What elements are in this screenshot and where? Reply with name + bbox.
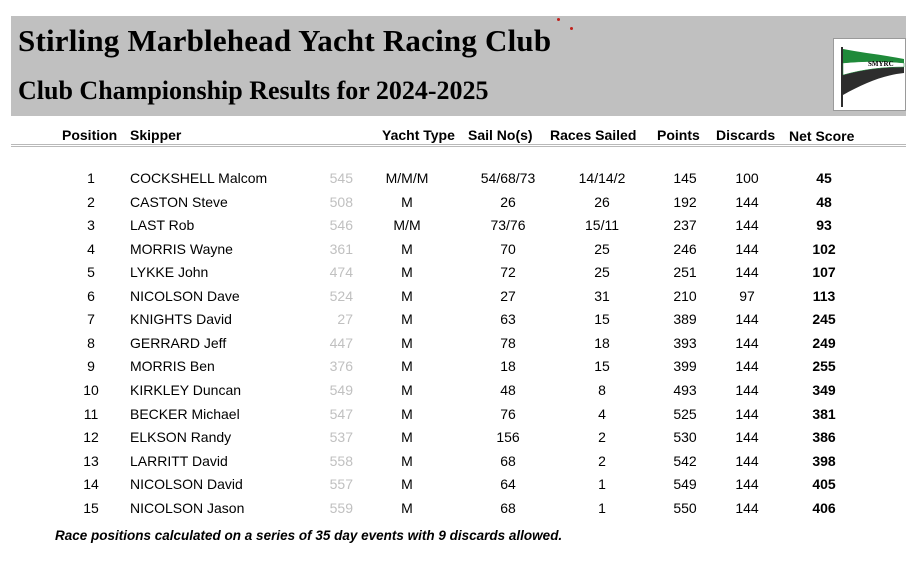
points-cell: 389 [673,311,697,328]
column-header-points: Points [657,127,700,143]
position-cell: 10 [83,381,99,398]
sail-nos-cell: 54/68/73 [480,170,536,186]
points-cell: 525 [673,405,697,422]
points-cell: 393 [673,334,697,351]
column-header-discards: Discards [716,127,776,143]
races-sailed-cell: 25 [594,240,610,257]
discards-cell: 144 [735,429,759,446]
table-row [0,170,912,192]
sail-nos-cell: 68 [500,499,516,516]
net-score-cell: 48 [816,193,832,210]
discards-cell: 144 [735,358,759,375]
sail-number-cell: 558 [329,452,353,469]
discards-cell: 144 [735,381,759,398]
position-cell: 15 [83,499,99,516]
net-score-cell: 245 [812,311,836,328]
net-score-cell: 107 [812,264,836,281]
sail-number-cell: 27 [337,311,353,328]
discards-cell: 144 [735,452,759,469]
skipper-cell: KIRKLEY Duncan [130,381,242,398]
races-sailed-cell: 2 [598,429,606,446]
position-cell: 11 [83,405,99,422]
table-row [0,241,912,263]
skipper-cell: NICOLSON Jason [130,499,245,516]
discards-cell: 144 [735,499,759,516]
position-cell: 9 [87,358,95,375]
position-cell: 7 [87,311,95,328]
skipper-cell: LAST Rob [130,217,195,234]
yacht-type-cell: M [401,476,413,493]
sail-nos-cell: 78 [500,334,516,351]
net-score-cell: 93 [816,217,832,234]
title-banner [11,16,906,116]
yacht-type-cell: M [401,334,413,351]
points-cell: 493 [673,381,697,398]
net-score-cell: 381 [812,405,836,422]
table-row [0,406,912,428]
net-score-cell: 45 [816,170,832,186]
skipper-cell: MORRIS Wayne [130,240,233,257]
net-score-cell: 405 [812,476,836,493]
sail-number-cell: 361 [329,240,353,257]
skipper-cell: BECKER Michael [130,405,240,422]
column-header-sail-no: Sail No(s) [468,127,533,143]
sail-number-cell: 559 [329,499,353,516]
races-sailed-cell: 15/11 [585,217,619,234]
sail-number-cell: 474 [329,264,353,281]
points-cell: 237 [673,217,697,234]
table-row [0,500,912,522]
sail-nos-cell: 26 [500,193,516,210]
yacht-type-cell: M/M [393,217,421,234]
table-row [0,429,912,451]
discards-cell: 144 [735,334,759,351]
decorative-dot [570,27,573,30]
points-cell: 399 [673,358,697,375]
page-subtitle: Club Championship Results for 2024-2025 [18,76,489,105]
position-cell: 13 [83,452,99,469]
skipper-cell: GERRARD Jeff [130,334,227,351]
sail-number-cell: 376 [329,358,353,375]
discards-cell: 144 [735,476,759,493]
points-cell: 251 [673,264,697,281]
skipper-cell: LYKKE John [130,264,209,281]
net-score-cell: 386 [812,429,836,446]
points-cell: 550 [673,499,697,516]
yacht-type-cell: M [401,381,413,398]
column-header-yacht-type: Yacht Type [382,127,455,143]
position-cell: 4 [87,240,95,257]
position-cell: 6 [87,287,95,304]
yacht-type-cell: M [401,358,413,375]
net-score-cell: 406 [812,499,836,516]
yacht-type-cell: M [401,405,413,422]
points-cell: 246 [673,240,697,257]
discards-cell: 144 [735,405,759,422]
points-cell: 530 [673,429,697,446]
yacht-type-cell: M [401,240,413,257]
sail-nos-cell: 70 [500,240,516,257]
table-row [0,335,912,357]
points-cell: 549 [673,476,697,493]
position-cell: 12 [83,429,99,446]
discards-cell: 144 [735,193,759,210]
yacht-type-cell: M [401,311,413,328]
net-score-cell: 249 [812,334,836,351]
column-header-position: Position [62,127,118,143]
table-row [0,194,912,216]
discards-cell: 97 [739,287,755,304]
yacht-type-cell: M/M/M [385,170,429,186]
races-sailed-cell: 8 [598,381,606,398]
points-cell: 145 [673,170,697,186]
skipper-cell: NICOLSON David [130,476,243,493]
sail-number-cell: 557 [329,476,353,493]
yacht-type-cell: M [401,193,413,210]
table-row [0,476,912,498]
position-cell: 1 [87,170,95,186]
discards-cell: 100 [735,170,759,186]
page-title: Stirling Marblehead Yacht Racing Club [18,23,552,58]
sail-number-cell: 537 [329,429,353,446]
position-cell: 14 [83,476,99,493]
column-header-skipper: Skipper [130,127,182,143]
discards-cell: 144 [735,217,759,234]
net-score-cell: 113 [812,287,836,304]
discards-cell: 144 [735,311,759,328]
table-row [0,288,912,310]
races-sailed-cell: 15 [594,311,610,328]
sail-number-cell: 545 [329,170,353,186]
table-row [0,311,912,333]
skipper-cell: LARRITT David [130,452,228,469]
points-cell: 192 [673,193,697,210]
table-row [0,358,912,380]
yacht-type-cell: M [401,287,413,304]
position-cell: 5 [87,264,95,281]
table-row [0,217,912,239]
skipper-cell: NICOLSON Dave [130,287,240,304]
races-sailed-cell: 18 [594,334,610,351]
sail-nos-cell: 48 [500,381,516,398]
yacht-type-cell: M [401,499,413,516]
races-sailed-cell: 25 [594,264,610,281]
races-sailed-cell: 15 [594,358,610,375]
sail-nos-cell: 63 [500,311,516,328]
races-sailed-cell: 1 [598,476,606,493]
sail-nos-cell: 64 [500,476,516,493]
net-score-cell: 398 [812,452,836,469]
table-row [0,264,912,286]
skipper-cell: ELKSON Randy [130,429,232,446]
yacht-type-cell: M [401,452,413,469]
skipper-cell: CASTON Steve [130,193,228,210]
net-score-cell: 102 [812,240,836,257]
sail-number-cell: 524 [329,287,353,304]
decorative-dot [557,18,560,21]
sail-nos-cell: 72 [500,264,516,281]
column-header-races-sailed: Races Sailed [550,127,637,143]
column-header-net-score: Net Score [789,128,855,144]
sail-number-cell: 549 [329,381,353,398]
net-score-cell: 349 [812,381,836,398]
pennant-flag-icon [834,39,905,110]
skipper-cell: COCKSHELL Malcom [130,170,268,186]
sail-nos-cell: 76 [500,405,516,422]
sail-number-cell: 447 [329,334,353,351]
races-sailed-cell: 31 [594,287,610,304]
logo-text: SMYRC [868,60,894,68]
races-sailed-cell: 2 [598,452,606,469]
sail-nos-cell: 27 [500,287,516,304]
yacht-type-cell: M [401,264,413,281]
position-cell: 3 [87,217,95,234]
position-cell: 2 [87,193,95,210]
table-row [0,382,912,404]
footnote: Race positions calculated on a series of 35 day events with 9 discards allowed. [55,528,563,543]
skipper-cell: KNIGHTS David [130,311,232,328]
yacht-type-cell: M [401,429,413,446]
discards-cell: 144 [735,240,759,257]
races-sailed-cell: 4 [598,405,606,422]
header-divider [11,144,906,147]
position-cell: 8 [87,334,95,351]
skipper-cell: MORRIS Ben [130,358,215,375]
sail-number-cell: 508 [329,193,353,210]
club-logo [833,38,906,111]
table-row [0,453,912,475]
points-cell: 210 [673,287,697,304]
races-sailed-cell: 1 [598,499,606,516]
races-sailed-cell: 14/14/2 [578,170,626,186]
net-score-cell: 255 [812,358,836,375]
discards-cell: 144 [735,264,759,281]
sail-number-cell: 546 [329,217,353,234]
points-cell: 542 [673,452,697,469]
sail-nos-cell: 18 [500,358,516,375]
races-sailed-cell: 26 [594,193,610,210]
sail-nos-cell: 73/76 [490,217,526,234]
sail-nos-cell: 68 [500,452,516,469]
sail-nos-cell: 156 [496,429,520,446]
sail-number-cell: 547 [329,405,353,422]
